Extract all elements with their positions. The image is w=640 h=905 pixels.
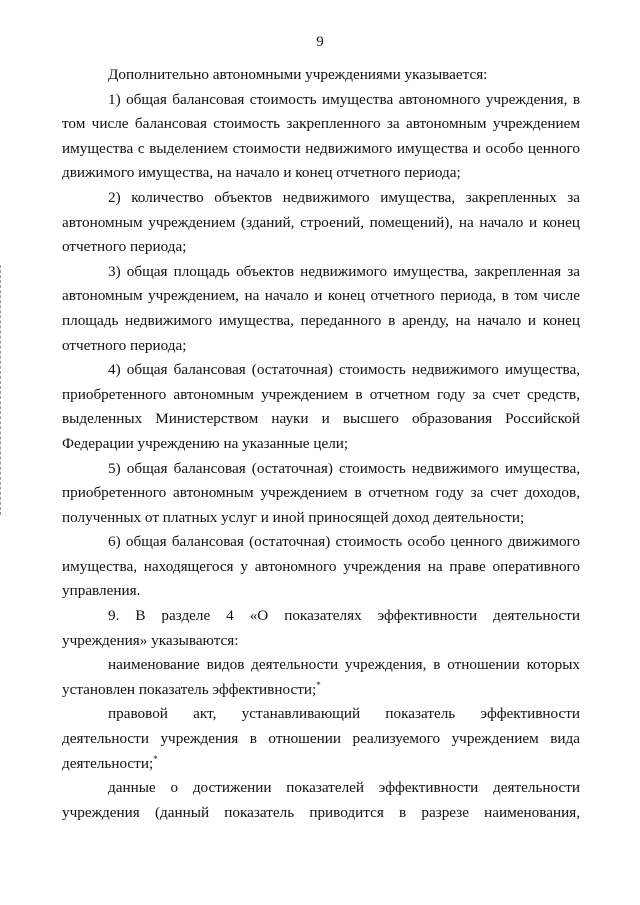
list-item-1: 1) общая балансовая стоимость имущества автономного учреждения, в том числе балансовая стоимость закрепленного за автономным учреждением имущества с выделением стоимости недвижимого имущества и особо ценного движимого имущества, на начало и конец отчетного периода; bbox=[62, 90, 580, 182]
scan-edge-mark bbox=[0, 265, 4, 515]
list-item-2: 2) количество объектов недвижимого имущества, закрепленных за автономным учреждением (зданий, строений, помещений), на начало и конец отчетного периода; bbox=[62, 188, 580, 256]
indicator-item-legal-act bbox=[62, 702, 580, 776]
intro-paragraph: Дополнительно автономными учреждениями указывается: bbox=[108, 66, 488, 83]
footnote-mark: * bbox=[153, 753, 158, 764]
indicator-item-activity-types-text: наименование видов деятельности учреждения, в отношении которых установлен показатель эффективности; bbox=[62, 656, 580, 698]
footnote-mark: * bbox=[316, 679, 321, 690]
indicator-item-legal-act-text: правовой акт, устанавливающий показатель эффективности деятельности учреждения в отношении реализуемого учреждением вида деятельности; bbox=[62, 705, 580, 772]
list-item-3: 3) общая площадь объектов недвижимого имущества, закрепленная за автономным учреждением, на начало и конец отчетного периода, в том числе площадь недвижимого имущества, переданного в аренду, на начало и конец отчетного периода; bbox=[62, 262, 580, 354]
indicator-item-achievement: данные о достижении показателей эффективности деятельности учреждения (данный показатель приводится в разрезе наименования, bbox=[62, 779, 580, 821]
page-number: 9 bbox=[316, 34, 324, 50]
list-item-5: 5) общая балансовая (остаточная) стоимость недвижимого имущества, приобретенного автономным учреждением в отчетном году за счет доходов, полученных от платных услуг и иной приносящей доход деятельности; bbox=[62, 459, 580, 526]
indicator-item-activity-types bbox=[62, 653, 580, 702]
section-9-paragraph: 9. В разделе 4 «О показателях эффективности деятельности учреждения» указываются: bbox=[62, 607, 580, 649]
list-item-4: 4) общая балансовая (остаточная) стоимость недвижимого имущества, приобретенного автономным учреждением в отчетном году за счет средств, выделенных Министерством науки и высшего образования Российской Федерации учреждению на указанные цели; bbox=[62, 361, 580, 452]
document-body bbox=[62, 63, 580, 825]
list-item-6: 6) общая балансовая (остаточная) стоимость особо ценного движимого имущества, находящегося у автономного учреждения на праве оперативного управления. bbox=[62, 533, 580, 600]
